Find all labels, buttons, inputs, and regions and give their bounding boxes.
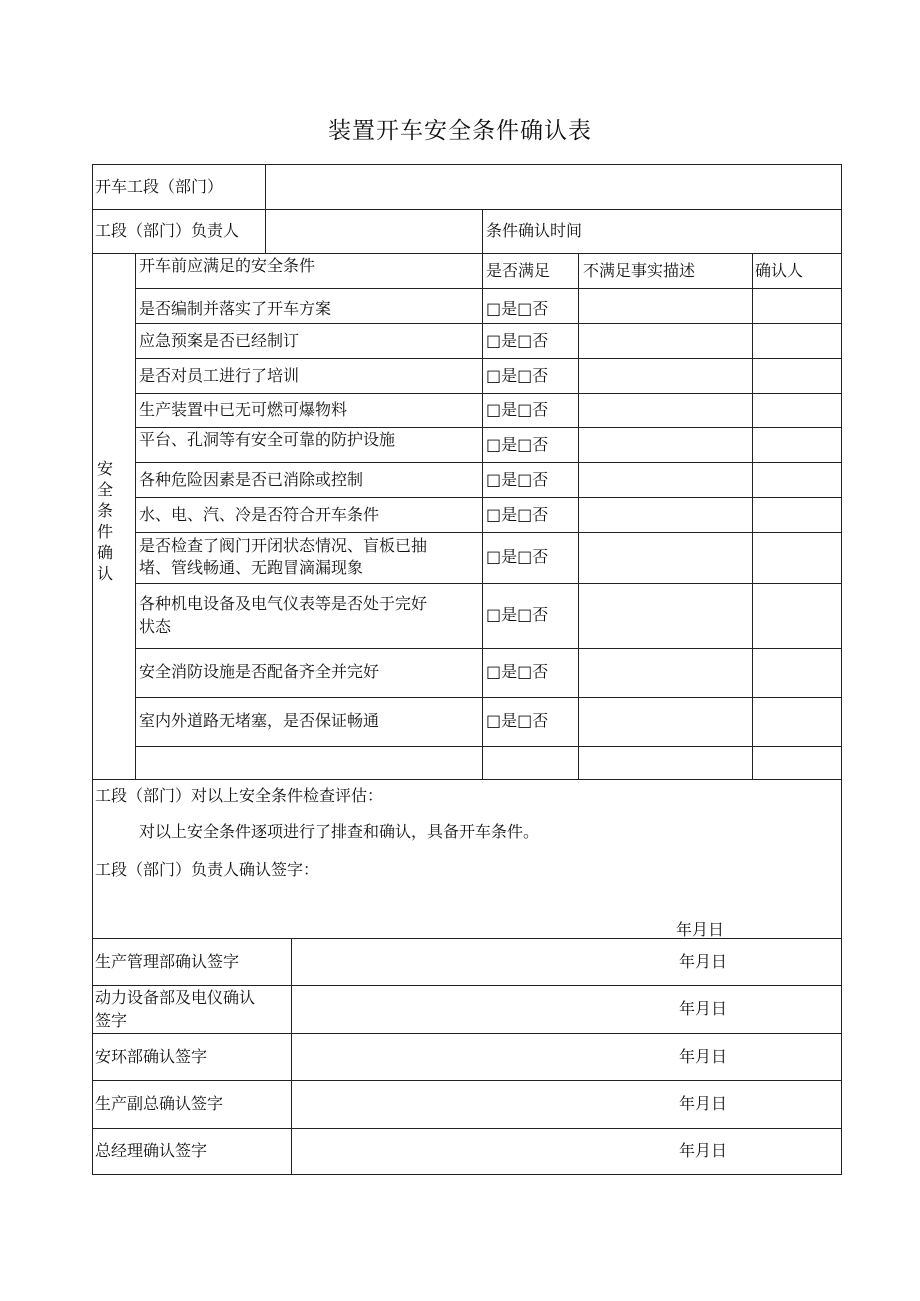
- signature-label: 总经理确认签字: [95, 1141, 208, 1160]
- confirm-time-label: 条件确认时间: [486, 221, 583, 240]
- condition-text: 是否编制并落实了开车方案: [139, 299, 332, 318]
- col-description-header: 不满足事实描述: [583, 261, 696, 280]
- condition-text: 应急预案是否已经制订: [139, 331, 300, 350]
- condition-text: 水、电、汽、冷是否符合开车条件: [139, 505, 380, 524]
- signature-date: 年月日: [679, 1047, 728, 1066]
- yes-no-checkbox[interactable]: □是□否: [486, 331, 549, 350]
- signature-date: 年月日: [679, 1094, 728, 1113]
- yes-no-checkbox[interactable]: □是□否: [486, 547, 549, 566]
- signature-label: 动力设备部及电仪确认: [95, 988, 256, 1007]
- table-row-empty[interactable]: [136, 747, 841, 779]
- col-condition-header: 开车前应满足的安全条件: [139, 256, 316, 275]
- assessment-statement: 对以上安全条件逐项进行了排查和确认，具备开车条件。: [139, 822, 540, 841]
- yes-no-checkbox[interactable]: □是□否: [486, 400, 549, 419]
- condition-text: 安全消防设施是否配备齐全并完好: [139, 662, 380, 681]
- safety-confirm-side-label: 安全条件确认: [96, 459, 113, 583]
- signature-label: 生产副总确认签字: [95, 1094, 224, 1113]
- condition-text-line2: 堵、管线畅通、无跑冒滴漏现象: [139, 558, 364, 577]
- yes-no-checkbox[interactable]: □是□否: [486, 470, 549, 489]
- yes-no-checkbox[interactable]: □是□否: [486, 299, 549, 318]
- col-confirmer-header: 确认人: [755, 261, 804, 280]
- condition-text-line2: 状态: [139, 617, 172, 636]
- condition-text: 是否对员工进行了培训: [139, 366, 300, 385]
- yes-no-checkbox[interactable]: □是□否: [486, 662, 549, 681]
- signature-date: 年月日: [679, 999, 728, 1018]
- col-satisfied-header: 是否满足: [486, 261, 551, 280]
- signature-label: 生产管理部确认签字: [95, 952, 240, 971]
- yes-no-checkbox[interactable]: □是□否: [486, 505, 549, 524]
- yes-no-checkbox[interactable]: □是□否: [486, 711, 549, 730]
- assessment-heading: 工段（部门）对以上安全条件检查评估：: [95, 786, 384, 805]
- signature-label-line2: 签字: [95, 1011, 128, 1030]
- signature-date: 年月日: [679, 1141, 728, 1160]
- page-title: 装置开车安全条件确认表: [328, 118, 592, 144]
- signature-date: 年月日: [679, 952, 728, 971]
- condition-text: 是否检查了阀门开闭状态情况、盲板已抽: [139, 536, 428, 555]
- assessment-date: 年月日: [676, 920, 725, 939]
- yes-no-checkbox[interactable]: □是□否: [486, 366, 549, 385]
- yes-no-checkbox[interactable]: □是□否: [486, 605, 549, 624]
- condition-text: 各种危险因素是否已消除或控制: [139, 470, 364, 489]
- leader-sign-label: 工段（部门）负责人确认签字：: [95, 860, 320, 879]
- condition-text: 平台、孔洞等有安全可靠的防护设施: [139, 430, 396, 449]
- condition-text: 生产装置中已无可燃可爆物料: [139, 400, 348, 419]
- yes-no-checkbox[interactable]: □是□否: [486, 435, 549, 454]
- section-label: 开车工段（部门）: [95, 177, 224, 196]
- signature-label: 安环部确认签字: [95, 1047, 208, 1066]
- leader-label: 工段（部门）负责人: [95, 221, 240, 240]
- condition-text: 各种机电设备及电气仪表等是否处于完好: [139, 594, 428, 613]
- condition-text: 室内外道路无堵塞，是否保证畅通: [139, 711, 380, 730]
